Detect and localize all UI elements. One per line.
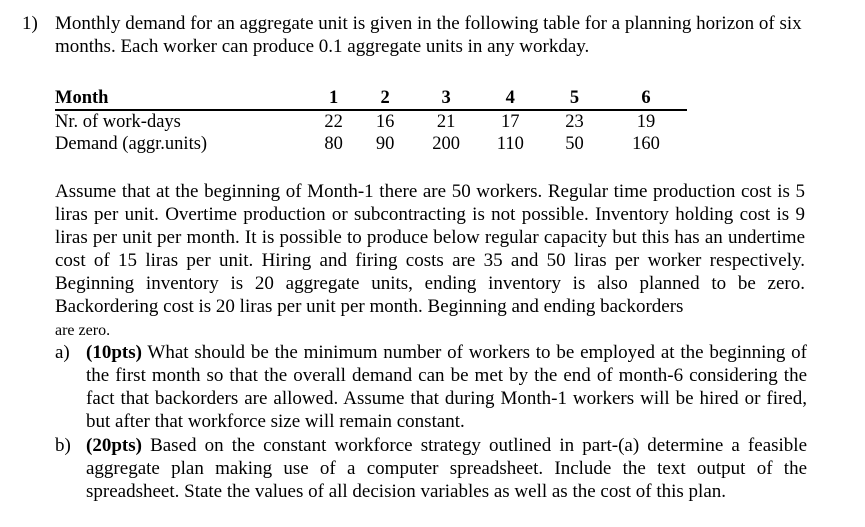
row-label: Nr. of work-days bbox=[55, 111, 181, 132]
part-b-letter: b) bbox=[55, 435, 71, 456]
part-a-points: (10pts) bbox=[86, 342, 142, 363]
row-label: Demand (aggr.units) bbox=[55, 133, 208, 154]
table-cell: 160 bbox=[632, 133, 660, 154]
table-cell: 22 bbox=[324, 111, 343, 132]
part-b-body bbox=[86, 434, 807, 503]
table-row bbox=[55, 110, 687, 133]
table-header-label: Month bbox=[55, 88, 313, 110]
month-header: 5 bbox=[544, 88, 605, 110]
table-cell: 21 bbox=[436, 111, 456, 132]
table-row bbox=[55, 133, 687, 155]
table-cell: 90 bbox=[375, 133, 395, 154]
question-intro: Monthly demand for an aggregate unit is given in the following table for a planning horizon of six months. Each worker can produce 0.1 aggregate units in any workday. bbox=[55, 13, 802, 57]
part-b-points: (20pts) bbox=[86, 435, 142, 456]
table-cell: 17 bbox=[501, 111, 520, 132]
month-header: 4 bbox=[477, 88, 544, 110]
part-a-body bbox=[86, 341, 807, 433]
month-header: 3 bbox=[416, 88, 477, 110]
month-header: 1 bbox=[313, 88, 355, 110]
table-cell: 23 bbox=[565, 111, 584, 132]
table-header-row bbox=[55, 88, 687, 110]
table-cell: 50 bbox=[565, 133, 584, 154]
month-header: 6 bbox=[605, 88, 687, 110]
assumptions-tail: are zero. bbox=[55, 322, 111, 339]
part-a bbox=[55, 341, 807, 433]
question-number: 1) bbox=[22, 13, 38, 34]
part-b bbox=[55, 434, 807, 503]
table-cell: 110 bbox=[496, 133, 524, 154]
part-a-letter: a) bbox=[55, 342, 70, 363]
table-cell: 80 bbox=[324, 133, 343, 154]
demand-table bbox=[55, 88, 687, 155]
part-b-text: Based on the constant workforce strategy outlined in part-(a) determine a feasible aggregate plan making use of a computer spreadsheet. Include the text output of the spreadsheet. State the values of all decision variables as well as the cost of this plan. bbox=[86, 435, 808, 502]
table-cell: 16 bbox=[375, 111, 395, 132]
assumptions-main: Assume that at the beginning of Month-1 there are 50 workers. Regular time production cost is 5 liras per unit. Overtime production or subcontracting is not possible. Inventory holding cost is 9 liras per unit per month. It is possible to produce below regular capacity but this has an undertime cost of 15 liras per unit. Hiring and firing costs are 35 and 50 liras per worker respectively. Beginning inventory is 20 aggregate units, ending inventory is also planned to be zero. Backordering cost is 20 liras per unit per month. Beginning and ending backorders bbox=[55, 181, 805, 317]
table-cell: 200 bbox=[432, 133, 461, 154]
part-a-text: What should be the minimum number of workers to be employed at the beginning of the first month so that the overall demand can be met by the end of month-6 considering the fact that backorders are allowed. Assume that during Month-1 workers will be hired or fired, but after that workforce size will remain constant. bbox=[86, 342, 807, 432]
table-cell: 19 bbox=[636, 111, 656, 132]
month-header: 2 bbox=[355, 88, 416, 110]
assumptions-paragraph bbox=[55, 180, 805, 342]
